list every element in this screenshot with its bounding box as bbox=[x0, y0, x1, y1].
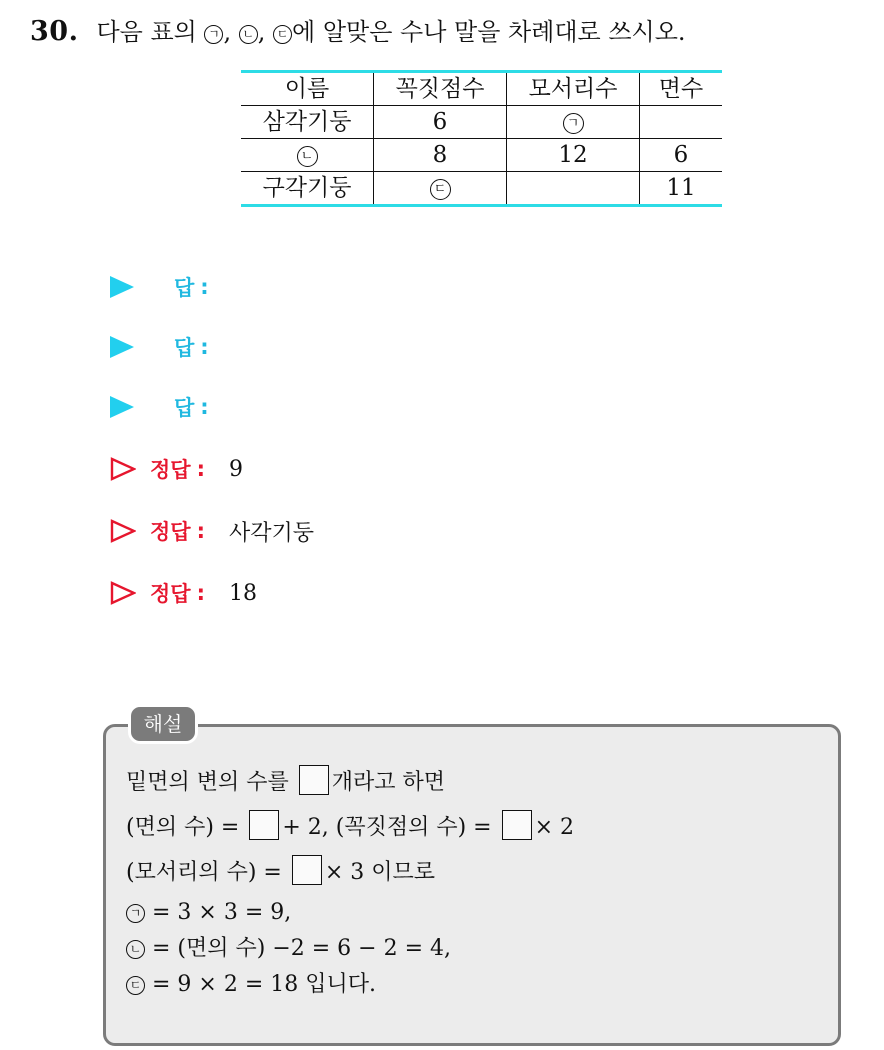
exp-text: + 2, (꼭짓점의 수) = bbox=[282, 815, 499, 840]
play-triangle-icon bbox=[110, 396, 134, 418]
correct-colon: : bbox=[196, 581, 205, 605]
play-triangle-icon bbox=[110, 336, 134, 358]
correct-answer-value: 9 bbox=[228, 456, 243, 482]
answer-colon: : bbox=[200, 275, 209, 299]
outline-triangle-icon bbox=[110, 581, 136, 605]
question-sep-2: , bbox=[257, 18, 274, 46]
explanation-line-5 bbox=[126, 931, 574, 967]
marker-circle-1: ㄱ bbox=[126, 904, 145, 923]
marker-circle-3: ㄷ bbox=[430, 179, 451, 200]
header-name: 이름 bbox=[241, 72, 374, 106]
correct-answer-value: 사각기둥 bbox=[228, 520, 314, 546]
marker-circle-3: ㄷ bbox=[273, 25, 292, 44]
exp-text: (면의 수) = bbox=[126, 815, 247, 840]
correct-colon: : bbox=[196, 519, 205, 543]
answer-label: 답 bbox=[174, 396, 195, 420]
row2-faces: 6 bbox=[640, 139, 723, 172]
outline-triangle-icon bbox=[110, 519, 136, 543]
exp-text: = (면의 수) −2 = 6 − 2 = 4, bbox=[145, 936, 452, 961]
row1-faces bbox=[640, 106, 723, 139]
correct-label: 정답 bbox=[150, 582, 191, 606]
marker-circle-3: ㄷ bbox=[126, 976, 145, 995]
row2-edges: 12 bbox=[507, 139, 640, 172]
correct-label: 정답 bbox=[150, 458, 191, 482]
correct-answer-row-1 bbox=[110, 454, 243, 484]
explanation-line-6 bbox=[126, 967, 574, 1003]
row3-faces: 11 bbox=[640, 172, 723, 206]
blank-box-icon bbox=[299, 765, 329, 795]
question-number: 30. bbox=[30, 16, 79, 47]
correct-colon: : bbox=[196, 457, 205, 481]
blank-box-icon bbox=[249, 810, 279, 840]
exp-text: = 9 × 2 = 18 입니다. bbox=[145, 972, 376, 997]
explanation-line-3 bbox=[126, 850, 574, 895]
marker-circle-2: ㄴ bbox=[126, 940, 145, 959]
marker-circle-1: ㄱ bbox=[204, 25, 223, 44]
table-row bbox=[241, 139, 722, 172]
table-row bbox=[241, 106, 722, 139]
correct-answer-row-2 bbox=[110, 516, 314, 546]
exp-text: (모서리의 수) = bbox=[126, 860, 289, 885]
exp-text: × 3 이므로 bbox=[324, 860, 436, 885]
row2-vertices: 8 bbox=[374, 139, 507, 172]
explanation-tab: 해설 bbox=[128, 704, 198, 744]
header-edges: 모서리수 bbox=[507, 72, 640, 106]
answer-row-3[interactable] bbox=[110, 392, 209, 422]
exp-text: 개라고 하면 bbox=[331, 770, 446, 795]
marker-circle-2: ㄴ bbox=[239, 25, 258, 44]
play-triangle-icon bbox=[110, 276, 134, 298]
answer-colon: : bbox=[200, 335, 209, 359]
row3-edges bbox=[507, 172, 640, 206]
question-text-after: 에 알맞은 수나 말을 차례대로 쓰시오. bbox=[292, 18, 686, 46]
answer-label: 답 bbox=[174, 276, 195, 300]
table-header-row bbox=[241, 72, 722, 106]
answer-label: 답 bbox=[174, 336, 195, 360]
correct-answer-row-3 bbox=[110, 578, 257, 608]
exp-text: = 3 × 3 = 9, bbox=[145, 900, 292, 925]
answer-row-2[interactable] bbox=[110, 332, 209, 362]
row3-name: 구각기둥 bbox=[241, 172, 374, 206]
answer-colon: : bbox=[200, 395, 209, 419]
header-faces: 면수 bbox=[640, 72, 723, 106]
explanation-line-4 bbox=[126, 895, 574, 931]
row1-vertices: 6 bbox=[374, 106, 507, 139]
marker-circle-1: ㄱ bbox=[563, 113, 584, 134]
question-text-before: 다음 표의 bbox=[96, 18, 205, 46]
question-header bbox=[30, 12, 686, 47]
table-row bbox=[241, 172, 722, 206]
explanation-content bbox=[126, 760, 574, 1003]
answer-row-1[interactable] bbox=[110, 272, 209, 302]
blank-box-icon bbox=[502, 810, 532, 840]
explanation-line-1 bbox=[126, 760, 574, 805]
correct-label: 정답 bbox=[150, 520, 191, 544]
question-sep-1: , bbox=[223, 18, 239, 46]
exp-text: × 2 bbox=[534, 815, 575, 840]
outline-triangle-icon bbox=[110, 457, 136, 481]
explanation-line-2 bbox=[126, 805, 574, 850]
row1-edges bbox=[507, 106, 640, 139]
exp-text: 밑면의 변의 수를 bbox=[126, 770, 296, 795]
row1-name: 삼각기둥 bbox=[241, 106, 374, 139]
header-vertices: 꼭짓점수 bbox=[374, 72, 507, 106]
row3-vertices bbox=[374, 172, 507, 206]
blank-box-icon bbox=[292, 855, 322, 885]
correct-answer-value: 18 bbox=[228, 580, 257, 606]
row2-name bbox=[241, 139, 374, 172]
marker-circle-2: ㄴ bbox=[297, 146, 318, 167]
prism-table bbox=[241, 70, 722, 207]
